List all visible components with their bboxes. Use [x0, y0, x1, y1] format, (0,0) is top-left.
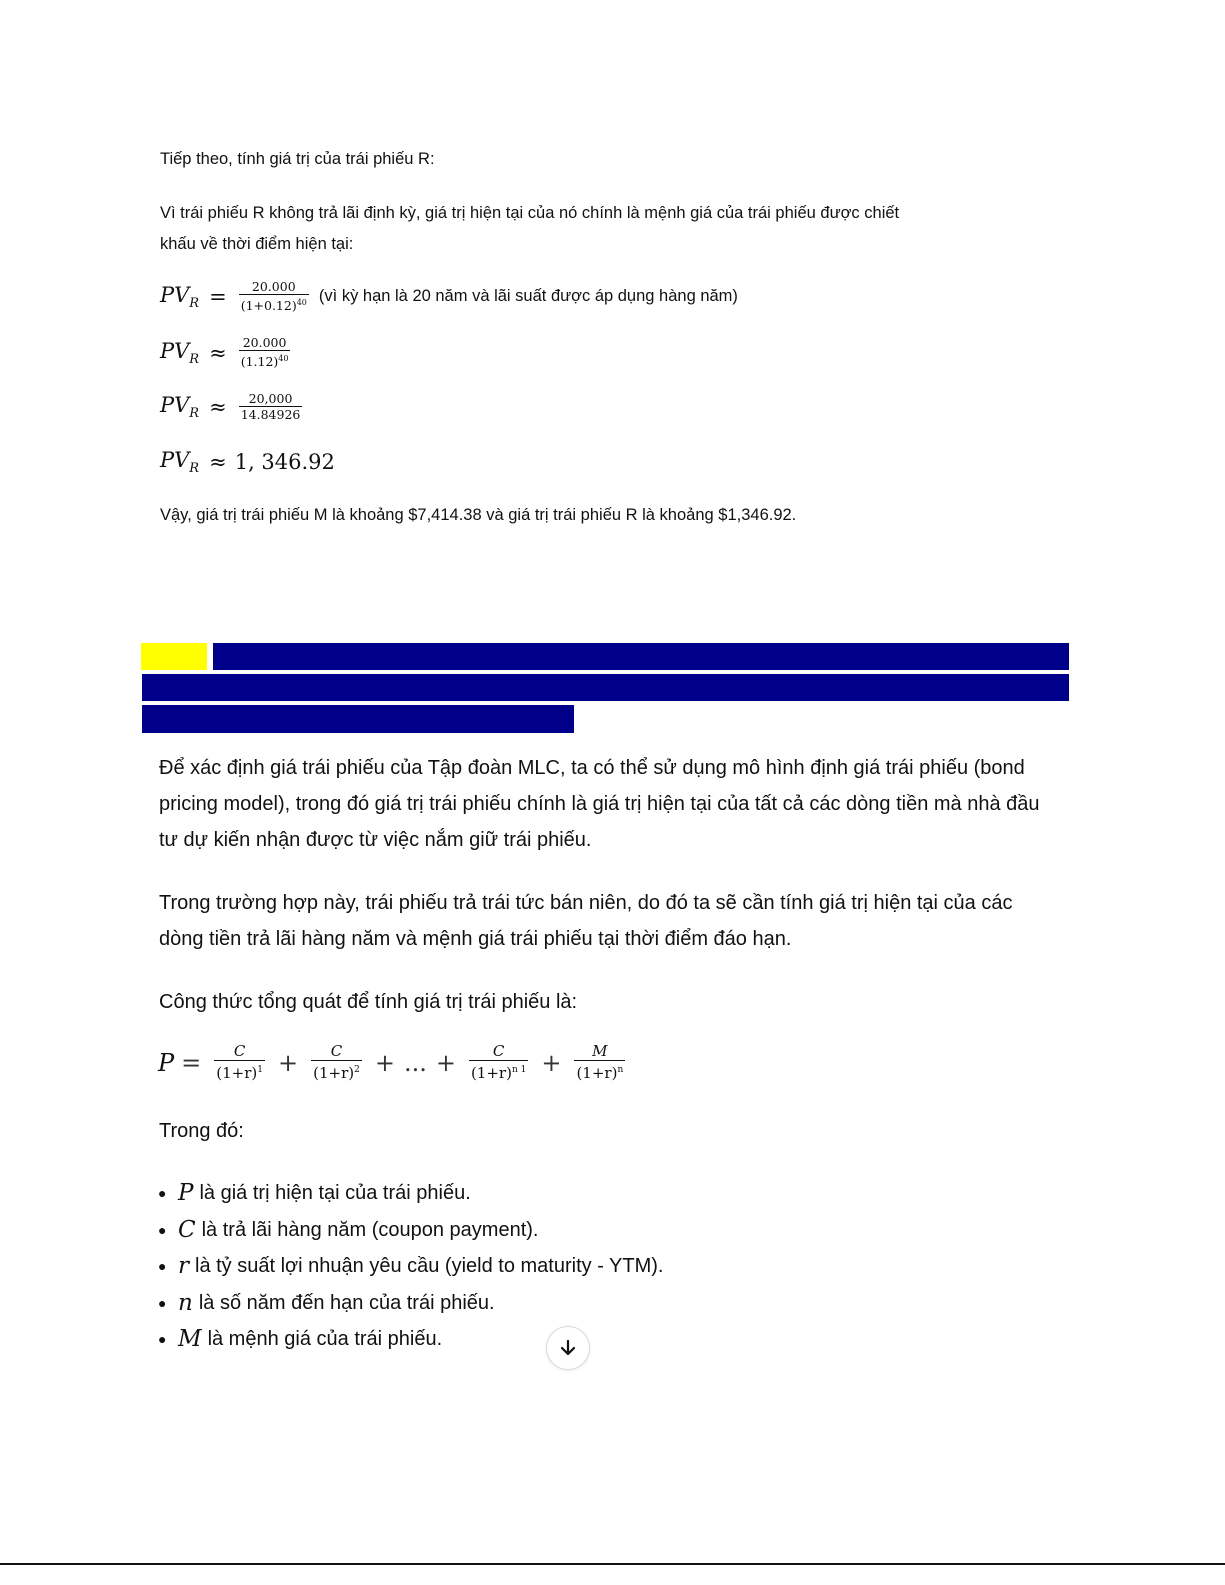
definition-list: [158, 1175, 664, 1358]
intro-text: Tiếp theo, tính giá trị của trái phiếu R:: [160, 150, 435, 168]
list-item: ● r là tỷ suất lợi nhuận yêu cầu (yield to maturity - YTM).: [158, 1253, 664, 1279]
eq-relation: =: [209, 284, 227, 309]
redaction-bar: [213, 643, 1069, 670]
eq-lhs: $PV_R$: [160, 282, 200, 311]
where-label: Trong đó:: [159, 1120, 244, 1142]
eq-fraction: $\frac{20,000}{14.84926}$: [240, 391, 301, 422]
formula-term: $\frac{C}{(1+r)^{n 1}}$: [470, 1042, 527, 1082]
page-bottom-rule: [0, 1563, 1225, 1565]
list-item: ● C là trả lãi hàng năm (coupon payment).: [158, 1216, 539, 1243]
equation-pv-r-4: $PV_R$ ≈ 1, 346.92: [160, 448, 335, 476]
redaction-bar: [142, 674, 1069, 701]
list-item: ● n là số năm đến hạn của trái phiếu.: [158, 1289, 495, 1316]
scroll-down-button[interactable]: [546, 1326, 590, 1370]
formula-term: $\frac{C}{(1+r)^1}$: [216, 1042, 263, 1082]
paragraph-formula-intro: Công thức tổng quát để tính giá trị trái phiếu là:: [159, 991, 578, 1013]
equation-pv-r-1: [160, 280, 738, 313]
paragraph-semiannual: Trong trường hợp này, trái phiếu trả trái tức bán niên, do đó ta sẽ cần tính giá trị hiện tại của các dòng tiền trả lãi hàng năm và mệnh giá trái phiếu tại thời điểm đáo hạn.: [159, 892, 1013, 950]
highlight-mark: [141, 643, 207, 670]
conclusion-text: Vậy, giá trị trái phiếu M là khoảng $7,414.38 và giá trị trái phiếu R là khoảng $1,346.92.: [160, 506, 797, 524]
redaction-bar: [142, 705, 574, 733]
formula-term: $\frac{M}{(1+r)^n}$: [576, 1042, 624, 1082]
equation-pv-r-2: $PV_R$ ≈ $\frac{20.000}{(1.12)^{40}}$: [160, 335, 289, 370]
paragraph-bond-pricing: Để xác định giá trái phiếu của Tập đoàn MLC, ta có thể sử dụng mô hình định giá trái phiếu (bond pricing model), trong đó giá trị trái phiếu chính là giá trị hiện tại của tất cả các dòng tiền mà nhà đầu tư dự kiến nhận được từ việc nắm giữ trái phiếu.: [159, 757, 1040, 851]
bond-price-formula: P = $\frac{C}{(1+r)^1}$ + $\frac{C}{(1+r)^2}$ + ... + $\frac{C}{(1+r)^{n 1}}$ + $\frac{M}{(1+r)^n}$: [158, 1042, 624, 1082]
formula-term: $\frac{C}{(1+r)^2}$: [313, 1042, 360, 1082]
equation-pv-r-3: $PV_R$ ≈ $\frac{20,000}{14.84926}$: [160, 391, 301, 422]
eq-fraction: $\frac{20.000}{(1+0.12)^{40}}$: [240, 279, 307, 314]
eq-fraction: $\frac{20.000}{(1.12)^{40}}$: [240, 335, 289, 370]
arrow-down-icon: [558, 1338, 578, 1358]
eq-value: 1, 346.92: [234, 450, 335, 474]
list-item: ● P là giá trị hiện tại của trái phiếu.: [158, 1180, 471, 1206]
paragraph-zero-coupon: Vì trái phiếu R không trả lãi định kỳ, giá trị hiện tại của nó chính là mệnh giá của trái phiếu được chiết khấu về thời điểm hiện tại:: [160, 204, 900, 253]
eq-note: (vì kỳ hạn là 20 năm và lãi suất được áp dụng hàng năm): [318, 287, 738, 306]
formula-lhs: P: [158, 1048, 175, 1077]
list-item: ● M là mệnh giá của trái phiếu.: [158, 1326, 443, 1352]
